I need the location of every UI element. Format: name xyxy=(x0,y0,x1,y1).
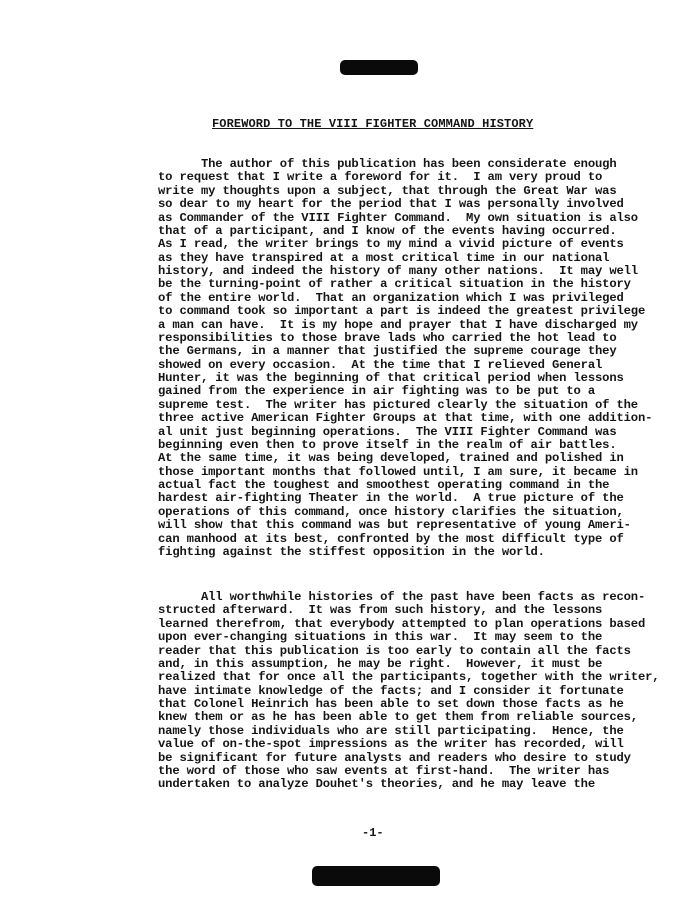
redaction-mark-bottom xyxy=(312,866,440,886)
page-number: -1- xyxy=(362,826,384,840)
redaction-mark-top xyxy=(340,60,418,75)
body-paragraph-2: All worthwhile histories of the past have been facts as recon- structed afterward. It was from such history, and the lessons learned therefrom, that everybody attempted to plan operations based upon ever-changing situations in this war. It may seem to the reader that this publication is too early to contain all the facts and, in this assumption, he may be right. However, it must be realized that for once all the participants, together with the writer, have intimate knowledge of the facts; and I consider it fortunate that Colonel Heinrich has been able to set down those facts as he knew them or as he has been able to get them from reliable sources, namely those individuals who are still participating. Hence, the value of on-the-spot impressions as the writer has recorded, will be significant for future analysts and readers who desire to study the word of those who saw events at first-hand. The writer has undertaken to analyze Douhet's theories, and he may leave the xyxy=(158,590,660,792)
body-paragraph-1: The author of this publication has been considerate enough to request that I write a foreword for it. I am very proud to write my thoughts upon a subject, that through the Great War was so dear to my heart for the period that I was personally involved as Commander of the VIII Fighter Command. My own situation is also that of a participant, and I know of the events having occurred. As I read, the writer brings to my mind a vivid picture of events as they have transpired at a most critical time in our national history, and indeed the history of many other nations. It may well be the turning-point of rather a critical situation in the history of the entire world. That an organization which I was privileged to command took so important a part is indeed the greatest privilege a man can have. It is my hope and prayer that I have discharged my responsibilities to those brave lads who carried the hot lead to the Germans, in a manner that justified the supreme courage they showed on every occasion. At the time that I relieved General Hunter, it was the beginning of that critical period when lessons gained from the experience in air fighting was to be put to a supreme test. The writer has pictured clearly the situation of the three active American Fighter Groups at that time, with one addition- al unit just beginning operations. The VIII Fighter Command was beginning even then to prove itself in the realm of air battles. At the same time, it was being developed, trained and polished in those important months that followed until, I am sure, it became in actual fact the toughest and smoothest operating command in the hardest air-fighting Theater in the world. A true picture of the operations of this command, once history clarifies the situation, will show that this command was but representative of young Ameri- can manhood at its best, confronted by the most difficult type of fighting against the stiffest opposition in the world. xyxy=(158,157,653,559)
page-title: FOREWORD TO THE VIII FIGHTER COMMAND HISTORY xyxy=(212,117,534,131)
